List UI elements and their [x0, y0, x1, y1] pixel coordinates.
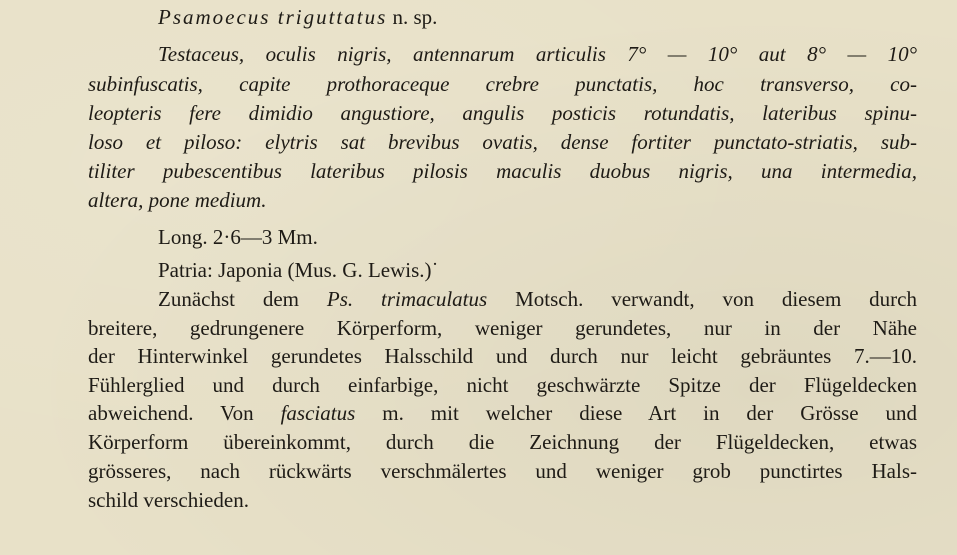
length-line: Long. 2·6—3 Mm. [158, 225, 318, 249]
german-line-1-post: Motsch. verwandt, von diesem durch [515, 287, 917, 311]
german-line-4: Fühlerglied und durch einfarbige, nicht geschwärzte Spitze der Flügeldecken [88, 373, 917, 397]
german-line-1-pre: Zunächst dem [158, 287, 300, 311]
german-line-5-pre: abweichend. Von [88, 401, 254, 425]
patria-line: Patria: Japonia (Mus. G. Lewis.)˙ [158, 258, 439, 282]
german-line-5-post: m. mit welcher diese Art in der Grösse und [382, 401, 918, 425]
latin-line-5: tiliter pubescentibus lateribus pilosis maculis duobus nigris, una intermedia, [88, 159, 917, 183]
german-line-5 [88, 399, 917, 427]
german-line-7: grösseres, nach rückwärts verschmälertes und weniger grob punctirtes Hals- [88, 459, 917, 483]
german-line-3: der Hinterwinkel gerundetes Halsschild und durch nur leicht gebräuntes 7.—10. [88, 344, 917, 368]
species-name: Psamoecus triguttatus [158, 5, 388, 29]
latin-line-3: leopteris fere dimidio angustiore, angulis posticis rotundatis, lateribus spinu- [88, 101, 917, 125]
species-heading [158, 3, 917, 31]
latin-line-6: altera, pone medium. [88, 188, 267, 212]
german-line-6: Körperform übereinkommt, durch die Zeichnung der Flügeldecken, etwas [88, 430, 917, 454]
latin-line-2: subinfuscatis, capite prothoraceque crebre punctatis, hoc transverso, co- [88, 72, 917, 96]
latin-line-4: loso et piloso: elytris sat brevibus ovatis, dense fortiter punctato-striatis, sub- [88, 130, 917, 154]
german-line-1 [158, 285, 917, 313]
compared-species: Ps. trimaculatus [326, 287, 488, 311]
new-species-marker: n. sp. [392, 5, 438, 29]
fasciatus-species: fasciatus [280, 401, 356, 425]
german-line-8: schild verschieden. [88, 488, 249, 512]
german-line-2: breitere, gedrungenere Körperform, weniger gerundetes, nur in der Nähe [88, 316, 917, 340]
latin-line-1: Testaceus, oculis nigris, antennarum articulis 7° — 10° aut 8° — 10° [158, 42, 917, 66]
